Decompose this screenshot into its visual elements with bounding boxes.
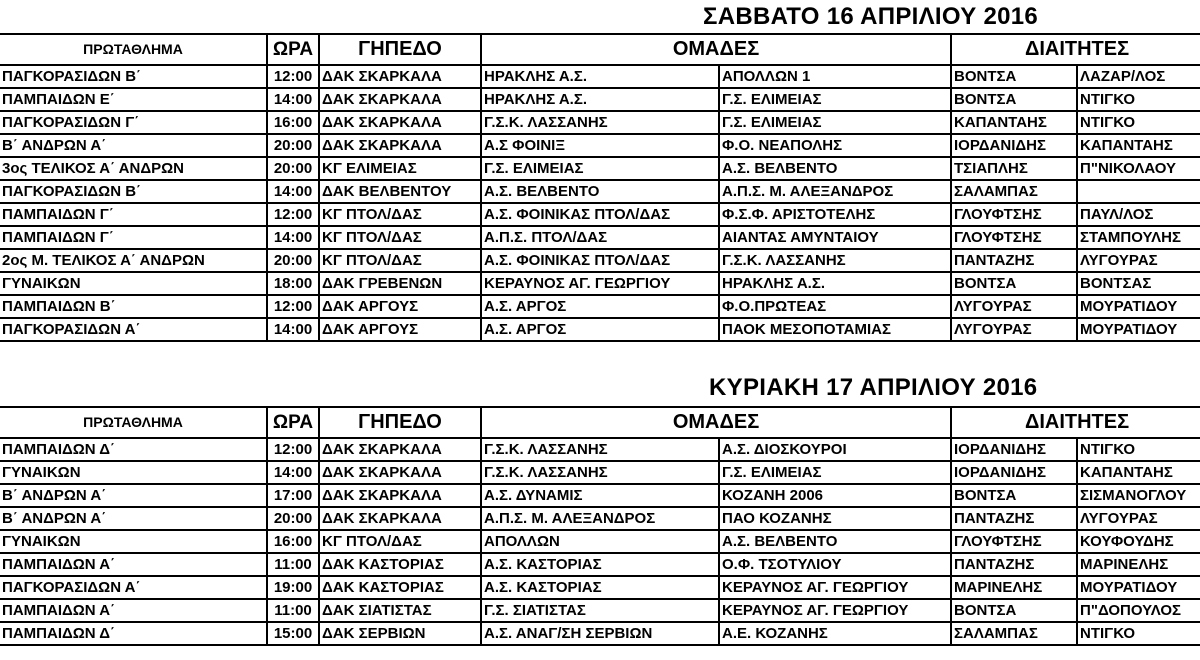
- sunday-header-row: [0, 407, 1200, 438]
- away-team-cell: ΚΕΡΑΥΝΟΣ ΑΓ. ΓΕΩΡΓΙΟΥ: [719, 576, 951, 599]
- referee-2-cell: ΜΟΥΡΑΤΙΔΟΥ: [1077, 318, 1200, 341]
- home-team-cell: Α.Σ. ΔΥΝΑΜΙΣ: [481, 484, 719, 507]
- table-row: [0, 599, 1200, 622]
- referee-1-cell: ΒΟΝΤΣΑ: [951, 88, 1077, 111]
- away-team-cell: ΑΙΑΝΤΑΣ ΑΜΥΝΤΑΙΟΥ: [719, 226, 951, 249]
- championship-cell: ΠΑΓΚΟΡΑΣΙΔΩΝ Β΄: [0, 65, 267, 88]
- referee-1-cell: ΛΥΓΟΥΡΑΣ: [951, 318, 1077, 341]
- time-cell: 11:00: [267, 599, 319, 622]
- table-row: [0, 180, 1200, 203]
- table-row: [0, 507, 1200, 530]
- referee-1-cell: ΓΛΟΥΦΤΣΗΣ: [951, 226, 1077, 249]
- table-row: [0, 318, 1200, 341]
- championship-cell: ΠΑΓΚΟΡΑΣΙΔΩΝ Γ΄: [0, 111, 267, 134]
- home-team-cell: Γ.Σ.Κ. ΛΑΣΣΑΝΗΣ: [481, 438, 719, 461]
- venue-cell: ΔΑΚ ΣΚΑΡΚΑΛΑ: [319, 134, 481, 157]
- away-team-cell: Γ.Σ.Κ. ΛΑΣΣΑΝΗΣ: [719, 249, 951, 272]
- venue-header: ΓΗΠΕΔΟ: [319, 407, 481, 438]
- championship-header: ΠΡΩΤΑΘΛΗΜΑ: [0, 407, 267, 438]
- time-cell: 20:00: [267, 249, 319, 272]
- home-team-cell: Α.Π.Σ. ΠΤΟΛ/ΔΑΣ: [481, 226, 719, 249]
- referee-2-cell: ΝΤΙΓΚΟ: [1077, 88, 1200, 111]
- away-team-cell: Γ.Σ. ΕΛΙΜΕΙΑΣ: [719, 111, 951, 134]
- time-cell: 15:00: [267, 622, 319, 645]
- referee-2-cell: Π"ΔΟΠΟΥΛΟΣ: [1077, 599, 1200, 622]
- table-row: [0, 576, 1200, 599]
- referee-1-cell: ΜΑΡΙΝΕΛΗΣ: [951, 576, 1077, 599]
- referee-2-cell: ΝΤΙΓΚΟ: [1077, 438, 1200, 461]
- championship-cell: ΠΑΜΠΑΙΔΩΝ Α΄: [0, 553, 267, 576]
- venue-cell: ΔΑΚ ΣΙΑΤΙΣΤΑΣ: [319, 599, 481, 622]
- referee-1-cell: ΓΛΟΥΦΤΣΗΣ: [951, 203, 1077, 226]
- time-cell: 16:00: [267, 530, 319, 553]
- away-team-cell: Α.Ε. ΚΟΖΑΝΗΣ: [719, 622, 951, 645]
- sunday-schedule-table: [0, 406, 1200, 646]
- referee-1-cell: ΠΑΝΤΑΖΗΣ: [951, 553, 1077, 576]
- table-row: [0, 111, 1200, 134]
- referee-2-cell: ΣΤΑΜΠΟΥΛΗΣ: [1077, 226, 1200, 249]
- home-team-cell: Α.Π.Σ. Μ. ΑΛΕΞΑΝΔΡΟΣ: [481, 507, 719, 530]
- saturday-schedule-table: [0, 33, 1200, 342]
- home-team-cell: Α.Σ. ΑΝΑΓ/ΣΗ ΣΕΡΒΙΩΝ: [481, 622, 719, 645]
- referee-2-cell: ΚΟΥΦΟΥΔΗΣ: [1077, 530, 1200, 553]
- sunday-title: ΚΥΡΙΑΚΗ 17 ΑΠΡΙΛΙΟΥ 2016: [709, 374, 1038, 401]
- away-team-cell: Α.Π.Σ. Μ. ΑΛΕΞΑΝΔΡΟΣ: [719, 180, 951, 203]
- table-row: [0, 134, 1200, 157]
- table-row: [0, 249, 1200, 272]
- venue-cell: ΔΑΚ ΚΑΣΤΟΡΙΑΣ: [319, 553, 481, 576]
- away-team-cell: ΚΕΡΑΥΝΟΣ ΑΓ. ΓΕΩΡΓΙΟΥ: [719, 599, 951, 622]
- time-cell: 18:00: [267, 272, 319, 295]
- venue-cell: ΔΑΚ ΣΚΑΡΚΑΛΑ: [319, 88, 481, 111]
- home-team-cell: Α.Σ. ΦΟΙΝΙΚΑΣ ΠΤΟΛ/ΔΑΣ: [481, 249, 719, 272]
- time-cell: 12:00: [267, 295, 319, 318]
- venue-cell: ΔΑΚ ΣΚΑΡΚΑΛΑ: [319, 461, 481, 484]
- referee-1-cell: ΠΑΝΤΑΖΗΣ: [951, 249, 1077, 272]
- referee-2-cell: ΜΑΡΙΝΕΛΗΣ: [1077, 553, 1200, 576]
- saturday-title: ΣΑΒΒΑΤΟ 16 ΑΠΡΙΛΙΟΥ 2016: [703, 3, 1039, 30]
- time-cell: 14:00: [267, 226, 319, 249]
- time-cell: 12:00: [267, 438, 319, 461]
- referee-2-cell: [1077, 180, 1200, 203]
- referee-1-cell: ΛΥΓΟΥΡΑΣ: [951, 295, 1077, 318]
- home-team-cell: ΚΕΡΑΥΝΟΣ ΑΓ. ΓΕΩΡΓΙΟΥ: [481, 272, 719, 295]
- away-team-cell: ΚΟΖΑΝΗ 2006: [719, 484, 951, 507]
- championship-cell: 2ος Μ. ΤΕΛΙΚΟΣ Α΄ ΑΝΔΡΩΝ: [0, 249, 267, 272]
- referee-1-cell: ΒΟΝΤΣΑ: [951, 272, 1077, 295]
- time-cell: 12:00: [267, 203, 319, 226]
- referee-2-cell: ΣΙΣΜΑΝΟΓΛΟΥ: [1077, 484, 1200, 507]
- table-row: [0, 530, 1200, 553]
- championship-cell: ΓΥΝΑΙΚΩΝ: [0, 461, 267, 484]
- table-row: [0, 65, 1200, 88]
- time-cell: 11:00: [267, 553, 319, 576]
- referee-1-cell: ΠΑΝΤΑΖΗΣ: [951, 507, 1077, 530]
- referee-2-cell: ΛΥΓΟΥΡΑΣ: [1077, 249, 1200, 272]
- table-row: [0, 203, 1200, 226]
- table-row: [0, 157, 1200, 180]
- away-team-cell: Α.Σ. ΒΕΛΒΕΝΤΟ: [719, 157, 951, 180]
- home-team-cell: Γ.Σ.Κ. ΛΑΣΣΑΝΗΣ: [481, 111, 719, 134]
- championship-cell: ΠΑΜΠΑΙΔΩΝ Γ΄: [0, 203, 267, 226]
- championship-cell: ΠΑΓΚΟΡΑΣΙΔΩΝ Α΄: [0, 576, 267, 599]
- venue-cell: ΔΑΚ ΣΚΑΡΚΑΛΑ: [319, 507, 481, 530]
- time-cell: 19:00: [267, 576, 319, 599]
- table-row: [0, 438, 1200, 461]
- referee-2-cell: ΜΟΥΡΑΤΙΔΟΥ: [1077, 576, 1200, 599]
- home-team-cell: Α.Σ. ΚΑΣΤΟΡΙΑΣ: [481, 553, 719, 576]
- home-team-cell: ΑΠΟΛΛΩΝ: [481, 530, 719, 553]
- venue-cell: ΔΑΚ ΣΚΑΡΚΑΛΑ: [319, 484, 481, 507]
- referee-1-cell: ΒΟΝΤΣΑ: [951, 65, 1077, 88]
- home-team-cell: Γ.Σ. ΣΙΑΤΙΣΤΑΣ: [481, 599, 719, 622]
- championship-cell: ΠΑΜΠΑΙΔΩΝ Β΄: [0, 295, 267, 318]
- away-team-cell: ΠΑΟ ΚΟΖΑΝΗΣ: [719, 507, 951, 530]
- away-team-cell: Φ.Ο. ΝΕΑΠΟΛΗΣ: [719, 134, 951, 157]
- venue-cell: ΔΑΚ ΑΡΓΟΥΣ: [319, 318, 481, 341]
- referees-header: ΔΙΑΙΤΗΤΕΣ: [951, 407, 1200, 438]
- away-team-cell: Φ.Σ.Φ. ΑΡΙΣΤΟΤΕΛΗΣ: [719, 203, 951, 226]
- away-team-cell: Γ.Σ. ΕΛΙΜΕΙΑΣ: [719, 88, 951, 111]
- referee-2-cell: ΒΟΝΤΣΑΣ: [1077, 272, 1200, 295]
- table-row: [0, 553, 1200, 576]
- championship-cell: ΠΑΓΚΟΡΑΣΙΔΩΝ Β΄: [0, 180, 267, 203]
- championship-cell: 3ος ΤΕΛΙΚΟΣ Α΄ ΑΝΔΡΩΝ: [0, 157, 267, 180]
- venue-cell: ΚΓ ΠΤΟΛ/ΔΑΣ: [319, 249, 481, 272]
- referee-1-cell: ΒΟΝΤΣΑ: [951, 599, 1077, 622]
- away-team-cell: Α.Σ. ΒΕΛΒΕΝΤΟ: [719, 530, 951, 553]
- venue-cell: ΔΑΚ ΑΡΓΟΥΣ: [319, 295, 481, 318]
- venue-cell: ΔΑΚ ΣΚΑΡΚΑΛΑ: [319, 111, 481, 134]
- championship-cell: ΠΑΓΚΟΡΑΣΙΔΩΝ Α΄: [0, 318, 267, 341]
- time-cell: 14:00: [267, 318, 319, 341]
- referee-2-cell: ΠΑΥΛ/ΛΟΣ: [1077, 203, 1200, 226]
- time-cell: 17:00: [267, 484, 319, 507]
- referee-2-cell: ΛΑΖΑΡ/ΛΟΣ: [1077, 65, 1200, 88]
- home-team-cell: Α.Σ ΦΟΙΝΙΞ: [481, 134, 719, 157]
- venue-cell: ΔΑΚ ΚΑΣΤΟΡΙΑΣ: [319, 576, 481, 599]
- championship-cell: ΓΥΝΑΙΚΩΝ: [0, 272, 267, 295]
- referee-1-cell: ΒΟΝΤΣΑ: [951, 484, 1077, 507]
- table-row: [0, 484, 1200, 507]
- time-cell: 20:00: [267, 134, 319, 157]
- referee-1-cell: ΚΑΠΑΝΤΑΗΣ: [951, 111, 1077, 134]
- away-team-cell: ΑΠΟΛΛΩΝ 1: [719, 65, 951, 88]
- referee-1-cell: ΣΑΛΑΜΠΑΣ: [951, 622, 1077, 645]
- table-row: [0, 622, 1200, 645]
- referee-1-cell: ΓΛΟΥΦΤΣΗΣ: [951, 530, 1077, 553]
- referees-header: ΔΙΑΙΤΗΤΕΣ: [951, 34, 1200, 65]
- venue-cell: ΚΓ ΕΛΙΜΕΙΑΣ: [319, 157, 481, 180]
- referee-2-cell: ΚΑΠΑΝΤΑΗΣ: [1077, 461, 1200, 484]
- time-cell: 20:00: [267, 507, 319, 530]
- saturday-header-row: [0, 34, 1200, 65]
- home-team-cell: Α.Σ. ΦΟΙΝΙΚΑΣ ΠΤΟΛ/ΔΑΣ: [481, 203, 719, 226]
- table-row: [0, 88, 1200, 111]
- home-team-cell: Α.Σ. ΚΑΣΤΟΡΙΑΣ: [481, 576, 719, 599]
- championship-cell: Β΄ ΑΝΔΡΩΝ Α΄: [0, 507, 267, 530]
- championship-cell: ΠΑΜΠΑΙΔΩΝ Γ΄: [0, 226, 267, 249]
- table-row: [0, 226, 1200, 249]
- away-team-cell: ΠΑΟΚ ΜΕΣΟΠΟΤΑΜΙΑΣ: [719, 318, 951, 341]
- venue-cell: ΚΓ ΠΤΟΛ/ΔΑΣ: [319, 203, 481, 226]
- away-team-cell: Φ.Ο.ΠΡΩΤΕΑΣ: [719, 295, 951, 318]
- referee-2-cell: ΝΤΙΓΚΟ: [1077, 622, 1200, 645]
- home-team-cell: Α.Σ. ΑΡΓΟΣ: [481, 295, 719, 318]
- venue-cell: ΚΓ ΠΤΟΛ/ΔΑΣ: [319, 226, 481, 249]
- time-cell: 12:00: [267, 65, 319, 88]
- referee-1-cell: ΣΑΛΑΜΠΑΣ: [951, 180, 1077, 203]
- home-team-cell: ΗΡΑΚΛΗΣ Α.Σ.: [481, 88, 719, 111]
- venue-cell: ΔΑΚ ΣΕΡΒΙΩΝ: [319, 622, 481, 645]
- table-row: [0, 461, 1200, 484]
- championship-cell: ΠΑΜΠΑΙΔΩΝ Ε΄: [0, 88, 267, 111]
- venue-cell: ΔΑΚ ΓΡΕΒΕΝΩΝ: [319, 272, 481, 295]
- championship-cell: ΠΑΜΠΑΙΔΩΝ Α΄: [0, 599, 267, 622]
- venue-cell: ΔΑΚ ΒΕΛΒΕΝΤΟΥ: [319, 180, 481, 203]
- teams-header: ΟΜΑΔΕΣ: [481, 34, 951, 65]
- away-team-cell: Ο.Φ. ΤΣΟΤΥΛΙΟΥ: [719, 553, 951, 576]
- championship-cell: Β΄ ΑΝΔΡΩΝ Α΄: [0, 134, 267, 157]
- away-team-cell: ΗΡΑΚΛΗΣ Α.Σ.: [719, 272, 951, 295]
- referee-1-cell: ΙΟΡΔΑΝΙΔΗΣ: [951, 134, 1077, 157]
- championship-header: ΠΡΩΤΑΘΛΗΜΑ: [0, 34, 267, 65]
- venue-cell: ΚΓ ΠΤΟΛ/ΔΑΣ: [319, 530, 481, 553]
- referee-2-cell: ΜΟΥΡΑΤΙΔΟΥ: [1077, 295, 1200, 318]
- referee-2-cell: ΛΥΓΟΥΡΑΣ: [1077, 507, 1200, 530]
- championship-cell: Β΄ ΑΝΔΡΩΝ Α΄: [0, 484, 267, 507]
- referee-1-cell: ΤΣΙΑΠΛΗΣ: [951, 157, 1077, 180]
- time-cell: 14:00: [267, 88, 319, 111]
- home-team-cell: ΗΡΑΚΛΗΣ Α.Σ.: [481, 65, 719, 88]
- away-team-cell: Α.Σ. ΔΙΟΣΚΟΥΡΟΙ: [719, 438, 951, 461]
- referee-1-cell: ΙΟΡΔΑΝΙΔΗΣ: [951, 438, 1077, 461]
- table-row: [0, 272, 1200, 295]
- championship-cell: ΠΑΜΠΑΙΔΩΝ Δ΄: [0, 622, 267, 645]
- venue-cell: ΔΑΚ ΣΚΑΡΚΑΛΑ: [319, 65, 481, 88]
- referee-2-cell: ΚΑΠΑΝΤΑΗΣ: [1077, 134, 1200, 157]
- venue-cell: ΔΑΚ ΣΚΑΡΚΑΛΑ: [319, 438, 481, 461]
- home-team-cell: Γ.Σ.Κ. ΛΑΣΣΑΝΗΣ: [481, 461, 719, 484]
- sunday-rows: [0, 438, 1200, 645]
- home-team-cell: Γ.Σ. ΕΛΙΜΕΙΑΣ: [481, 157, 719, 180]
- teams-header: ΟΜΑΔΕΣ: [481, 407, 951, 438]
- saturday-rows: [0, 65, 1200, 341]
- time-header: ΩΡΑ: [267, 34, 319, 65]
- away-team-cell: Γ.Σ. ΕΛΙΜΕΙΑΣ: [719, 461, 951, 484]
- time-header: ΩΡΑ: [267, 407, 319, 438]
- home-team-cell: Α.Σ. ΑΡΓΟΣ: [481, 318, 719, 341]
- championship-cell: ΓΥΝΑΙΚΩΝ: [0, 530, 267, 553]
- referee-2-cell: ΝΤΙΓΚΟ: [1077, 111, 1200, 134]
- referee-1-cell: ΙΟΡΔΑΝΙΔΗΣ: [951, 461, 1077, 484]
- championship-cell: ΠΑΜΠΑΙΔΩΝ Δ΄: [0, 438, 267, 461]
- table-row: [0, 295, 1200, 318]
- home-team-cell: Α.Σ. ΒΕΛΒΕΝΤΟ: [481, 180, 719, 203]
- time-cell: 14:00: [267, 180, 319, 203]
- time-cell: 20:00: [267, 157, 319, 180]
- time-cell: 16:00: [267, 111, 319, 134]
- venue-header: ΓΗΠΕΔΟ: [319, 34, 481, 65]
- time-cell: 14:00: [267, 461, 319, 484]
- referee-2-cell: Π"ΝΙΚΟΛΑΟΥ: [1077, 157, 1200, 180]
